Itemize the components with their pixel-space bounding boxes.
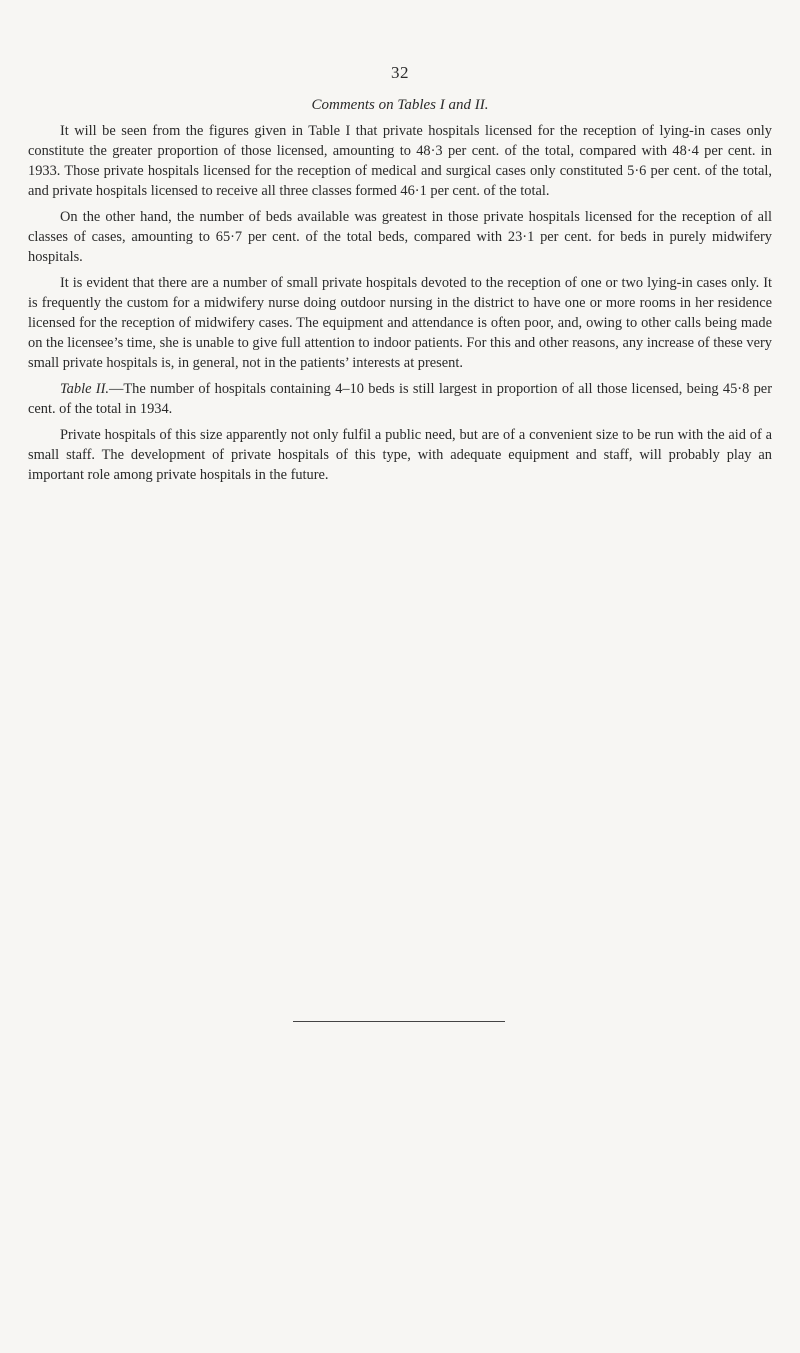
paragraph-5 — [28, 425, 772, 485]
paragraph-3-text: It is evident that there are a number of small private hospitals devoted to the reception of one or two lying-in cases only. It is frequently the custom for a midwifery nurse doing outdoor nursing in the district to have one or more rooms in her residence licensed for the reception of midwifery cases. The equipment and attendance is often poor, and, owing to other calls being made on the licensee’s time, she is unable to give full attention to indoor patients. For this and other reasons, any increase of these very small private hospitals is, in general, not in the patients’ interests at present. — [28, 275, 772, 371]
section-divider-rule — [293, 1021, 505, 1022]
paragraph-4 — [28, 379, 772, 419]
page-number: 32 — [391, 63, 409, 82]
paragraph-1-text: It will be seen from the figures given in Table I that private hospitals licensed for the reception of lying-in cases only constitute the greater proportion of those licensed, amounting to 48·3 per cent. of the total, compared with 48·4 per cent. in 1933. Those private hospitals licensed for the reception of medical and surgical cases only constituted 5·6 per cent. of the total, and private hospitals licensed to receive all three classes formed 46·1 per cent. of the total. — [28, 123, 772, 199]
paragraph-2 — [28, 207, 772, 267]
paragraph-5-text: Private hospitals of this size apparently not only fulfil a public need, but are of a convenient size to be run with the aid of a small staff. The development of private hospitals of this type, with adequate equipment and staff, will probably play an important role among private hospitals in the future. — [28, 427, 772, 483]
paragraph-1 — [28, 121, 772, 201]
body-text — [28, 121, 772, 491]
paragraph-4-lead: Table II. — [60, 381, 109, 397]
section-heading: Comments on Tables I and II. — [311, 97, 489, 113]
paragraph-4-text: —The number of hospitals containing 4–10 beds is still largest in proportion of all those licensed, being 45·8 per cent. of the total in 1934. — [28, 381, 772, 417]
paragraph-3 — [28, 273, 772, 373]
paragraph-2-text: On the other hand, the number of beds available was greatest in those private hospitals licensed for the reception of all classes of cases, amounting to 65·7 per cent. of the total beds, compared with 23·1 per cent. for beds in purely midwifery hospitals. — [28, 209, 772, 265]
